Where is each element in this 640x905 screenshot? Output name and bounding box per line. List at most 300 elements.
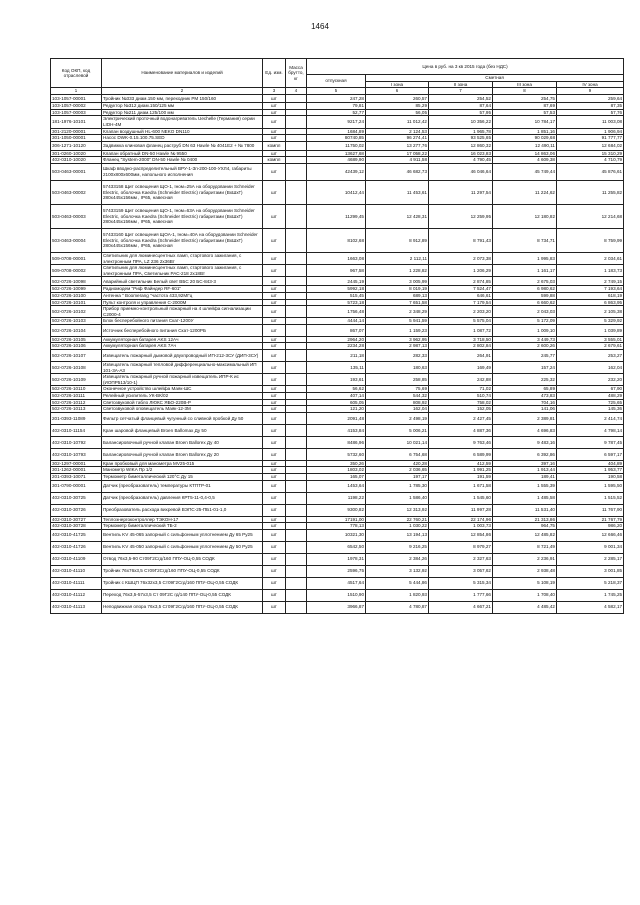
- row-mass: [286, 393, 307, 400]
- row-zone-2-price: 71,02: [429, 386, 493, 393]
- row-name: Клапан воздушный HL-600 NEKO DN110: [102, 128, 263, 135]
- row-mass: [286, 109, 307, 116]
- row-mass: [286, 343, 307, 350]
- row-unit: шт: [263, 103, 286, 110]
- row-unit: шт: [263, 393, 286, 400]
- row-mass: [286, 324, 307, 336]
- row-unit: шт: [263, 135, 286, 142]
- row-mass: [286, 204, 307, 228]
- row-name: Манометр WIKA Пр 1/2: [102, 467, 263, 474]
- row-zone-1-price: 8 019,19: [366, 286, 429, 293]
- table-row: [51, 474, 624, 481]
- row-release-price: 9217,24: [307, 116, 366, 128]
- row-unit: шт: [263, 252, 286, 264]
- row-zone-3-price: 1 995,83: [493, 252, 557, 264]
- row-name: Пульт контроля и управления С-2000М: [102, 299, 263, 306]
- row-unit: шт: [263, 306, 286, 318]
- row-name: Светильник для люминесцентных ламп, стартового зажигания, с электронным ПРА, Светильник РАС-218 2х18Вт: [102, 265, 263, 277]
- table-row: [51, 412, 624, 424]
- row-release-price: 5723,18: [307, 299, 366, 306]
- row-release-price: 1663,08: [307, 252, 366, 264]
- row-zone-1-price: 5 006,21: [366, 424, 429, 436]
- row-unit: шт: [263, 299, 286, 306]
- row-zone-1-price: 10 021,14: [366, 436, 429, 448]
- row-name: Задвижка клиновая фланец раструб DN 63 Hawle № 4041Е2 + № 7800: [102, 141, 263, 150]
- row-zone-1-price: 2 112,11: [366, 252, 429, 264]
- row-unit: шт: [263, 589, 286, 601]
- row-mass: [286, 228, 307, 252]
- row-zone-1-price: 689,13: [366, 292, 429, 299]
- row-zone-1-price: 544,32: [366, 393, 429, 400]
- row-zone-2-price: 264,91: [429, 350, 493, 362]
- col-number: 1: [51, 88, 102, 95]
- row-zone-2-price: 10 356,22: [429, 116, 493, 128]
- row-zone-1-price: 162,04: [366, 406, 429, 413]
- row-zone-4-price: 190,58: [557, 474, 624, 481]
- row-name: 57433159 Щит освещения ЩО-1, Iном=63А на оборудовании Schneider Electric, оболочка Kaedra (Schneider Electric) габаритами (ВхШхГ) 280х445х156мм , IP65, навесная: [102, 204, 263, 228]
- row-code: 502-0726-10106: [51, 343, 102, 350]
- row-zone-1-price: 4 780,87: [366, 601, 429, 613]
- row-zone-1-price: 4 911,58: [366, 157, 429, 164]
- row-zone-2-price: 1 777,66: [429, 589, 493, 601]
- row-zone-2-price: 5 575,04: [429, 318, 493, 325]
- row-mass: [286, 265, 307, 277]
- row-unit: шт: [263, 350, 286, 362]
- row-zone-1-price: 420,28: [366, 460, 429, 467]
- row-zone-3-price: 245,77: [493, 350, 557, 362]
- row-mass: [286, 474, 307, 481]
- row-zone-2-price: 2 073,38: [429, 252, 493, 264]
- row-code: 402-0310-41113: [51, 601, 102, 613]
- table-row: [51, 336, 624, 343]
- row-release-price: 79,81: [307, 103, 366, 110]
- row-zone-3-price: 1 708,40: [493, 589, 557, 601]
- row-name: Источник бесперебойного питания Скат-1200РБ: [102, 324, 263, 336]
- row-name: Термометр биметаллический 120°С Ду 15: [102, 474, 263, 481]
- row-release-price: 2091,48: [307, 412, 366, 424]
- row-zone-2-price: 242,88: [429, 374, 493, 386]
- row-zone-1-price: 2 987,13: [366, 343, 429, 350]
- col-number: 7: [429, 88, 493, 95]
- row-zone-2-price: 46 046,64: [429, 163, 493, 180]
- row-zone-1-price: 12 313,92: [366, 504, 429, 516]
- row-code: 402-0310-41111: [51, 577, 102, 589]
- row-release-price: 5992,18: [307, 286, 366, 293]
- row-name: Аккумуляторная батарея AKS 12Ач: [102, 336, 263, 343]
- row-zone-4-price: 21 767,79: [557, 516, 624, 523]
- row-name: 57433160 Щит освещения ЩОА-1, Iном=40А на оборудовании Schneider Electric, оболочка Kaedra (Schneider Electric) габаритами (ВхШхГ) 280х445х156мм , IP65, навесная: [102, 228, 263, 252]
- row-release-price: 13627,68: [307, 150, 366, 157]
- table-row: [51, 277, 624, 286]
- row-name: Неподвижная опора 76х3,5 Ст09Г2Сгд/160 ППУ-ОЦ-0,55 СОДК: [102, 601, 263, 613]
- row-name: Антенна " Boomerang "частота 433,92МГц: [102, 292, 263, 299]
- row-zone-4-price: 1 906,94: [557, 128, 624, 135]
- row-name: Датчик (преобразователь) давления КРТ5-11-0,4-0,5: [102, 492, 263, 504]
- row-mass: [286, 589, 307, 601]
- row-code: 402-0310-10792: [51, 436, 102, 448]
- row-zone-1-price: 75,69: [366, 386, 429, 393]
- table-row: [51, 180, 624, 204]
- row-code: 402-0310-30728: [51, 523, 102, 530]
- row-code: 509-0708-00002: [51, 265, 102, 277]
- row-zone-4-price: 5 218,37: [557, 577, 624, 589]
- row-name: Светозвуковой оповещатель Маяк-12-3М: [102, 406, 263, 413]
- row-mass: [286, 362, 307, 374]
- row-mass: [286, 448, 307, 460]
- row-name: Светильник для люминесцентных ламп, стартового зажигания, с электронным ПРА, LZ 236 2х36Вт: [102, 252, 263, 264]
- table-row: [51, 350, 624, 362]
- col-number: 9: [557, 88, 624, 95]
- row-mass: [286, 277, 307, 286]
- row-release-price: 11750,02: [307, 141, 366, 150]
- row-zone-4-price: 6 863,95: [557, 299, 624, 306]
- row-zone-2-price: 1 991,25: [429, 467, 493, 474]
- row-release-price: 2964,20: [307, 336, 366, 343]
- row-zone-1-price: 1 030,22: [366, 523, 429, 530]
- row-zone-3-price: 4 609,38: [493, 157, 557, 164]
- row-name: Аккумуляторная батарея AKS 7Ач: [102, 343, 263, 350]
- table-row: [51, 150, 624, 157]
- row-unit: шт: [263, 399, 286, 406]
- row-code: 306-1271-10120: [51, 141, 102, 150]
- row-release-price: 605,05: [307, 399, 366, 406]
- row-release-price: 8486,96: [307, 436, 366, 448]
- row-zone-4-price: 3 555,01: [557, 336, 624, 343]
- row-name: Клапан обратный DN-50 Hawle № 9550: [102, 150, 263, 157]
- row-release-price: 778,13: [307, 523, 366, 530]
- table-row: [51, 601, 624, 613]
- row-zone-2-price: 1 087,72: [429, 324, 493, 336]
- row-zone-4-price: 145,36: [557, 406, 624, 413]
- row-mass: [286, 565, 307, 577]
- row-zone-2-price: 2 327,63: [429, 553, 493, 565]
- row-zone-4-price: 5 329,92: [557, 318, 624, 325]
- row-code: 502-0726-10104: [51, 324, 102, 336]
- header-estimate: Сметная: [366, 75, 624, 82]
- row-zone-3-price: 397,16: [493, 460, 557, 467]
- table-row: [51, 480, 624, 492]
- row-zone-1-price: 5 444,86: [366, 577, 429, 589]
- row-mass: [286, 480, 307, 492]
- row-zone-2-price: 1 545,60: [429, 492, 493, 504]
- row-zone-3-price: 12 180,82: [493, 204, 557, 228]
- row-zone-4-price: 3 001,85: [557, 565, 624, 577]
- row-code: 301-0790-00001: [51, 480, 102, 492]
- row-unit: шт: [263, 116, 286, 128]
- row-release-price: 867,07: [307, 324, 366, 336]
- row-zone-3-price: 3 449,73: [493, 336, 557, 343]
- row-release-price: 6542,50: [307, 541, 366, 553]
- row-zone-1-price: 258,85: [366, 374, 429, 386]
- header-mass: Масса брутто, кг: [286, 59, 307, 88]
- row-mass: [286, 103, 307, 110]
- row-code: 103-1057-00001: [51, 95, 102, 103]
- header-name: Наименование материалов и изделий: [102, 59, 263, 88]
- row-mass: [286, 601, 307, 613]
- row-zone-4-price: 162,04: [557, 362, 624, 374]
- row-zone-4-price: 45 876,61: [557, 163, 624, 180]
- row-zone-3-price: 704,16: [493, 399, 557, 406]
- row-zone-4-price: 15 310,29: [557, 150, 624, 157]
- row-unit: шт: [263, 386, 286, 393]
- row-zone-1-price: 2 498,19: [366, 412, 429, 424]
- header-zone-4: IV зона: [557, 81, 624, 88]
- row-zone-3-price: 8 734,71: [493, 228, 557, 252]
- table-row: [51, 318, 624, 325]
- header-zone-2: II зона: [429, 81, 493, 88]
- row-zone-2-price: 510,74: [429, 393, 493, 400]
- row-code: 502-0726-10098: [51, 277, 102, 286]
- row-zone-3-price: 11 224,62: [493, 180, 557, 204]
- row-zone-1-price: 2 384,26: [366, 553, 429, 565]
- row-unit: шт: [263, 553, 286, 565]
- row-zone-3-price: 10 784,17: [493, 116, 557, 128]
- row-unit: компл: [263, 157, 286, 164]
- table-row: [51, 292, 624, 299]
- row-code: 503-0463-00004: [51, 228, 102, 252]
- row-release-price: 17191,00: [307, 516, 366, 523]
- row-name: Оконечное устройство шлейфа Маяк-ШС: [102, 386, 263, 393]
- row-unit: шт: [263, 228, 286, 252]
- row-name: Кран шаровой фланцевый Broen Ballomax Ду 50: [102, 424, 263, 436]
- header-release: отпускная: [307, 75, 366, 88]
- row-zone-1-price: 13 194,13: [366, 529, 429, 541]
- table-row: [51, 109, 624, 116]
- row-mass: [286, 541, 307, 553]
- row-mass: [286, 252, 307, 264]
- row-zone-1-price: 3 132,92: [366, 565, 429, 577]
- row-unit: шт: [263, 406, 286, 413]
- col-number: 5: [307, 88, 366, 95]
- header-price-group: Цена в руб. на 3 кв 2015 года (без НДС): [307, 59, 624, 75]
- row-zone-2-price: 9 763,46: [429, 436, 493, 448]
- row-release-price: 1803,02: [307, 467, 366, 474]
- row-release-price: 1510,90: [307, 589, 366, 601]
- row-mass: [286, 374, 307, 386]
- table-row: [51, 386, 624, 393]
- row-zone-3-price: 90 029,68: [493, 135, 557, 142]
- row-release-price: 56,62: [307, 386, 366, 393]
- row-unit: шт: [263, 292, 286, 299]
- row-zone-1-price: 3 962,95: [366, 336, 429, 343]
- row-zone-3-price: 2 043,03: [493, 306, 557, 318]
- row-zone-4-price: 2 679,61: [557, 343, 624, 350]
- row-zone-4-price: 1 039,89: [557, 324, 624, 336]
- row-name: 57433158 Щит освещения ЩО-1, Iном=25А на оборудовании Schneider Electric, оболочка Kaedra (Schneider Electric) габаритами (ВхШхГ) 280х445х156мм , IP65, навесная: [102, 180, 263, 204]
- row-unit: шт: [263, 577, 286, 589]
- row-zone-4-price: 488,29: [557, 393, 624, 400]
- row-zone-4-price: 2 749,15: [557, 277, 624, 286]
- row-release-price: 80740,85: [307, 135, 366, 142]
- row-zone-3-price: 2 675,03: [493, 277, 557, 286]
- row-zone-2-price: 1 206,29: [429, 265, 493, 277]
- row-zone-4-price: 259,64: [557, 95, 624, 103]
- row-zone-1-price: 12 428,31: [366, 204, 429, 228]
- row-zone-2-price: 12 854,86: [429, 529, 493, 541]
- row-zone-1-price: 17 058,22: [366, 150, 429, 157]
- row-zone-3-price: 12 490,11: [493, 141, 557, 150]
- row-zone-4-price: 12 666,46: [557, 529, 624, 541]
- row-mass: [286, 516, 307, 523]
- row-zone-1-price: 9 216,25: [366, 541, 429, 553]
- row-name: Извещатель пожарный ручной пожарный извещатель ИПР-К ис (ИОПР513/10-1): [102, 374, 263, 386]
- row-zone-1-price: 808,92: [366, 399, 429, 406]
- table-row: [51, 135, 624, 142]
- row-zone-4-price: 4 710,79: [557, 157, 624, 164]
- row-release-price: 967,58: [307, 265, 366, 277]
- row-code: 302-1297-00001: [51, 460, 102, 467]
- row-zone-2-price: 93 525,65: [429, 135, 493, 142]
- header-unit: Ед. изм.: [263, 59, 286, 88]
- table-row: [51, 343, 624, 350]
- row-zone-4-price: 67,90: [557, 386, 624, 393]
- row-zone-2-price: 4 790,45: [429, 157, 493, 164]
- row-release-price: 350,26: [307, 460, 366, 467]
- col-number: 8: [493, 88, 557, 95]
- row-zone-3-price: 12 485,82: [493, 529, 557, 541]
- row-zone-2-price: 8 979,27: [429, 541, 493, 553]
- row-code: 509-0708-00001: [51, 252, 102, 264]
- table-row: [51, 286, 624, 293]
- row-zone-4-price: 6 597,17: [557, 448, 624, 460]
- row-zone-3-price: 1 913,44: [493, 467, 557, 474]
- row-mass: [286, 135, 307, 142]
- row-code: 402-0310-41726: [51, 541, 102, 553]
- row-release-price: 52,77: [307, 109, 366, 116]
- row-zone-4-price: 11 767,90: [557, 504, 624, 516]
- header-zone-3: III зона: [493, 81, 557, 88]
- row-zone-1-price: 2 348,29: [366, 306, 429, 318]
- row-mass: [286, 157, 307, 164]
- row-unit: шт: [263, 516, 286, 523]
- row-name: Аварийный светильник Белый свет ВБС 20 БС-843-3: [102, 277, 263, 286]
- row-zone-2-price: 1 003,73: [429, 523, 493, 530]
- row-zone-4-price: 232,20: [557, 374, 624, 386]
- row-zone-4-price: 1 515,52: [557, 492, 624, 504]
- row-release-price: 42439,12: [307, 163, 366, 180]
- table-row: [51, 324, 624, 336]
- row-zone-2-price: 3 718,50: [429, 336, 493, 343]
- row-zone-3-price: 11 531,40: [493, 504, 557, 516]
- table-row: [51, 204, 624, 228]
- row-zone-1-price: 85,29: [366, 103, 429, 110]
- row-code: 402-0310-30726: [51, 504, 102, 516]
- table-row: [51, 103, 624, 110]
- row-zone-4-price: 9 787,45: [557, 436, 624, 448]
- row-mass: [286, 504, 307, 516]
- row-unit: шт: [263, 412, 286, 424]
- row-zone-4-price: 1 595,50: [557, 480, 624, 492]
- row-release-price: 193,61: [307, 374, 366, 386]
- row-mass: [286, 318, 307, 325]
- row-release-price: 4689,90: [307, 157, 366, 164]
- row-code: 502-0726-10105: [51, 336, 102, 343]
- row-name: Релейный усилитель УК-ВК/02: [102, 393, 263, 400]
- row-code: 502-0726-10103: [51, 318, 102, 325]
- row-zone-1-price: 1 785,30: [366, 480, 429, 492]
- row-release-price: 8102,68: [307, 228, 366, 252]
- row-code: 502-0726-10110: [51, 386, 102, 393]
- row-code: 301-2120-00001: [51, 128, 102, 135]
- row-mass: [286, 95, 307, 103]
- row-release-price: 2445,19: [307, 277, 366, 286]
- row-zone-2-price: 4 887,36: [429, 424, 493, 436]
- row-code: 502-0726-10100: [51, 292, 102, 299]
- row-name: Тройник №333 диам.150 мм, переходник РМ 150/160: [102, 95, 263, 103]
- row-release-price: 121,20: [307, 406, 366, 413]
- row-unit: шт: [263, 204, 286, 228]
- row-mass: [286, 412, 307, 424]
- row-unit: шт: [263, 324, 286, 336]
- row-code: 502-0726-10109: [51, 374, 102, 386]
- row-unit: шт: [263, 448, 286, 460]
- row-zone-3-price: 14 863,06: [493, 150, 557, 157]
- table-row: [51, 362, 624, 374]
- row-release-price: 135,11: [307, 362, 366, 374]
- row-zone-4-price: 1 953,77: [557, 467, 624, 474]
- row-zone-3-price: 1 555,39: [493, 480, 557, 492]
- row-name: Отвод 76х3,5-90 Ст09Г2Сгд/160 ППУ-ОЦ-0,55 СОДК: [102, 553, 263, 565]
- row-zone-3-price: 5 108,19: [493, 577, 557, 589]
- row-release-price: 515,45: [307, 292, 366, 299]
- row-zone-2-price: 12 259,95: [429, 204, 493, 228]
- row-unit: шт: [263, 318, 286, 325]
- row-zone-2-price: 87,64: [429, 103, 493, 110]
- table-row: [51, 157, 624, 164]
- row-zone-4-price: 4 798,14: [557, 424, 624, 436]
- row-unit: шт: [263, 180, 286, 204]
- table-row: [51, 228, 624, 252]
- row-zone-2-price: 2 874,85: [429, 277, 493, 286]
- row-code: 402-0310-30727: [51, 516, 102, 523]
- table-row: [51, 460, 624, 467]
- row-unit: компл: [263, 141, 286, 150]
- row-name: Фильтр сетчатый фланцевый чугунный со сливной пробкой Ду 50: [102, 412, 263, 424]
- row-zone-4-price: 404,89: [557, 460, 624, 467]
- row-code: 502-0726-10112: [51, 399, 102, 406]
- row-unit: шт: [263, 286, 286, 293]
- row-zone-2-price: 7 524,47: [429, 286, 493, 293]
- row-unit: шт: [263, 277, 286, 286]
- row-unit: шт: [263, 492, 286, 504]
- table-row: [51, 265, 624, 277]
- row-zone-4-price: 618,19: [557, 292, 624, 299]
- row-name: Теплоэнергоконтроллер ТЭКОН-17: [102, 516, 263, 523]
- row-zone-2-price: 2 802,84: [429, 343, 493, 350]
- row-name: Радиомодем "Риф Файндер RF-601": [102, 286, 263, 293]
- row-code: 502-0726-10111: [51, 393, 102, 400]
- table-row: [51, 448, 624, 460]
- row-zone-1-price: 56,05: [366, 109, 429, 116]
- row-name: Балансировочный ручной клапан Broen Ballorex Ду 40: [102, 436, 263, 448]
- row-zone-1-price: 8 912,89: [366, 228, 429, 252]
- row-zone-3-price: 4 696,83: [493, 424, 557, 436]
- row-release-price: 1978,31: [307, 553, 366, 565]
- row-zone-1-price: 2 124,53: [366, 128, 429, 135]
- row-name: Шкаф вводно-распределительный ВРУ-1-Зп-200-100-УХЛ4, габариты 2100х800х600мм, напольного исполнения: [102, 163, 263, 180]
- row-zone-3-price: 1 161,17: [493, 265, 557, 277]
- row-zone-2-price: 7 179,54: [429, 299, 493, 306]
- row-code: 402-0310-41725: [51, 529, 102, 541]
- row-zone-3-price: 599,88: [493, 292, 557, 299]
- table-body: [51, 95, 624, 614]
- row-name: Редуктор №312 диам.150/125 мм: [102, 103, 263, 110]
- table-row: [51, 467, 624, 474]
- col-number: 6: [366, 88, 429, 95]
- row-code: 201-0393-10071: [51, 474, 102, 481]
- row-release-price: 4153,84: [307, 424, 366, 436]
- row-code: 502-0726-10113: [51, 406, 102, 413]
